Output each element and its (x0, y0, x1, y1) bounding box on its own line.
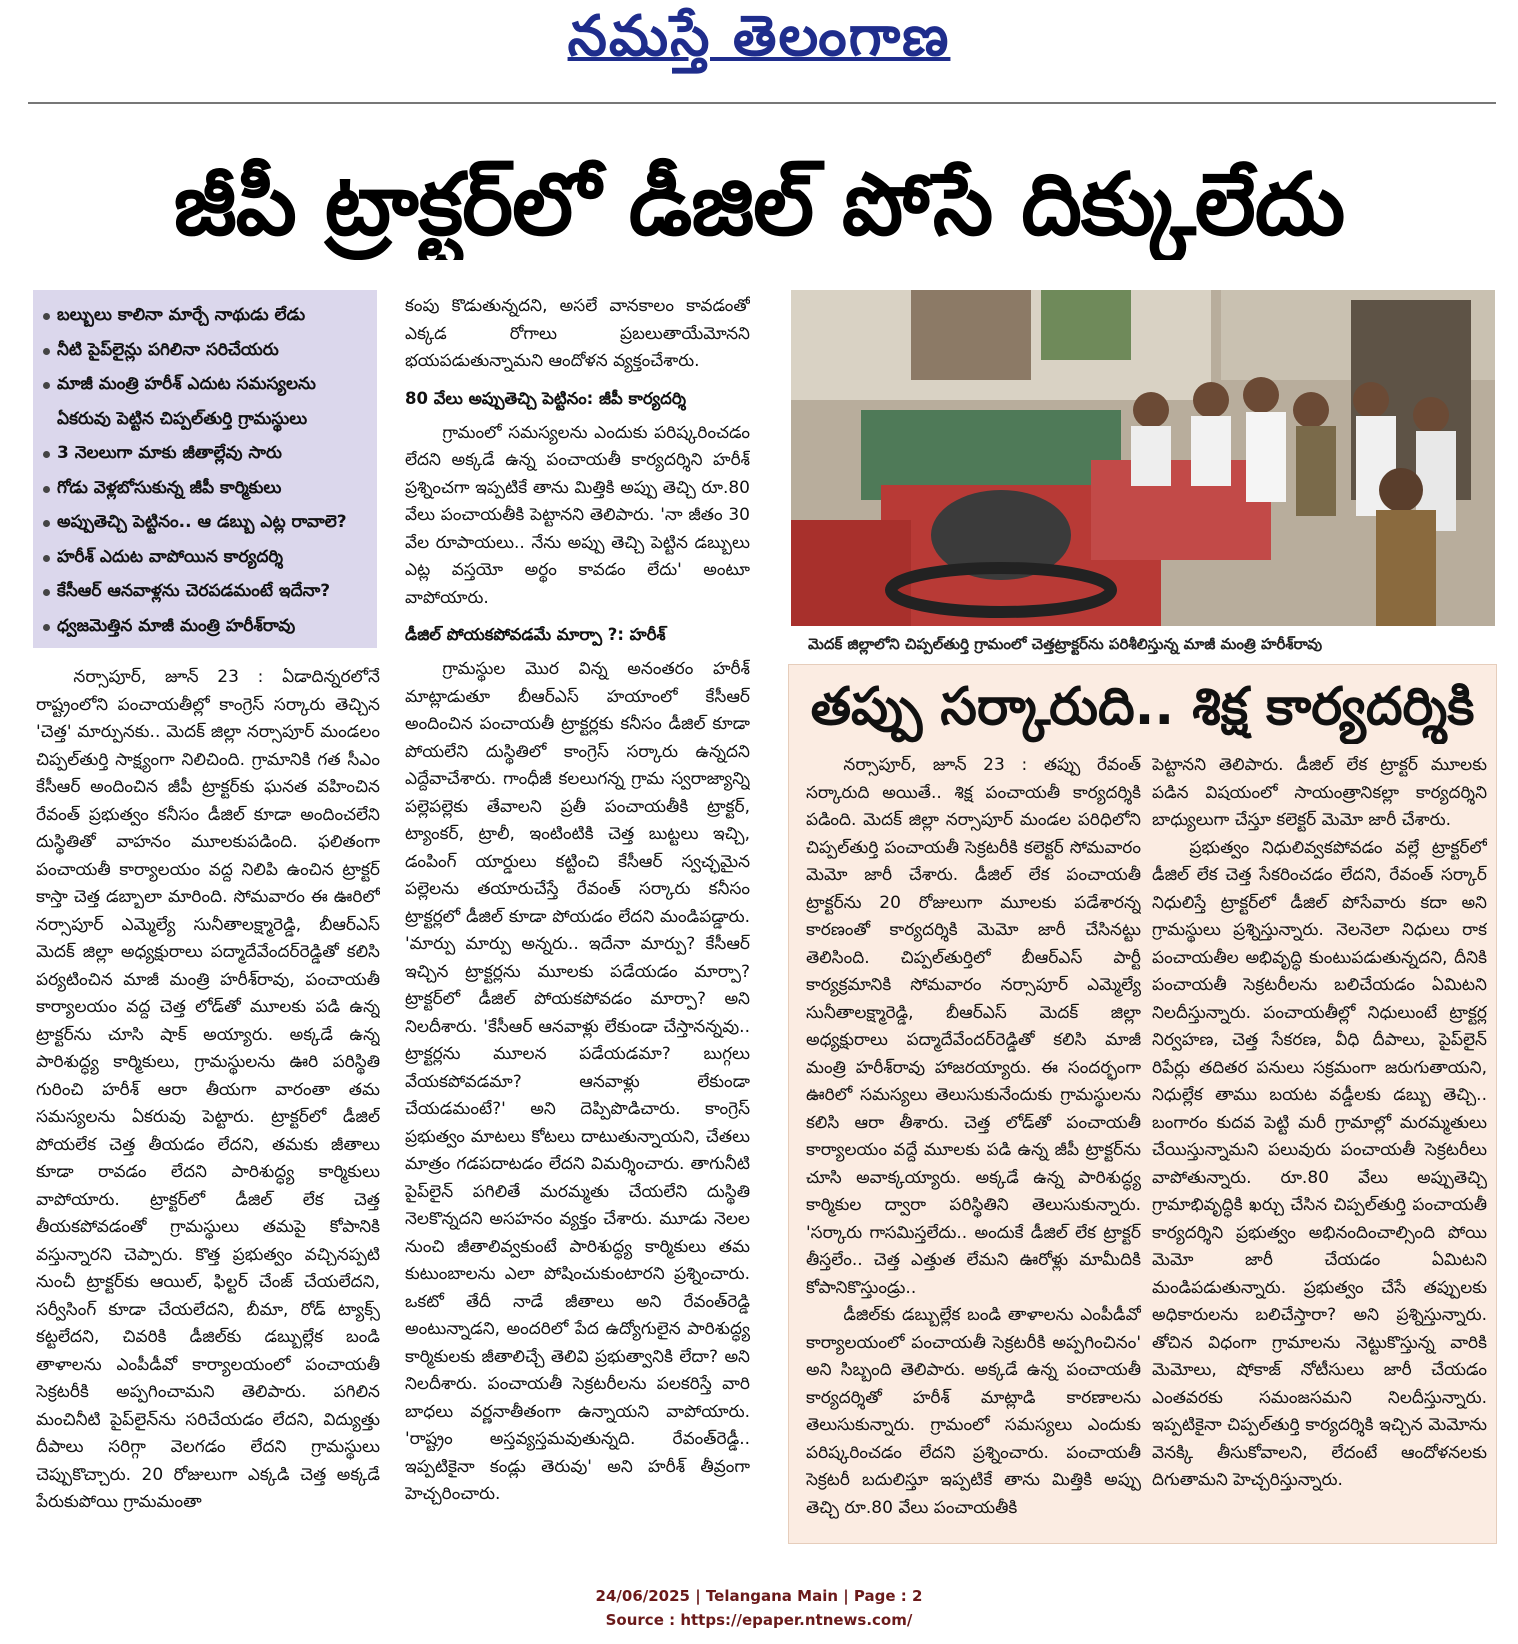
highlight-item: కేసీఆర్ ఆనవాళ్లను చెరపడమంటే ఇదేనా? (39, 574, 371, 609)
article-column-1 (36, 664, 380, 1544)
masthead (0, 0, 1518, 104)
article-paragraph: కంపు కొడుతున్నదని, అసలే వానకాలం కావడంతో ఎక్కడ రోగాలు ప్రబలుతాయేమోనని భయపడుతున్నామని ఆందోళన వ్యక్తంచేశారు. (405, 296, 750, 371)
newspaper-logo: నమస్తే తెలంగాణ (567, 4, 951, 69)
highlight-item: అప్పుతెచ్చి పెట్టినం.. ఆ డబ్బు ఎట్ల రావాలె? (39, 505, 371, 540)
edition-info: 24/06/2025 | Telangana Main | Page : 2 (595, 1587, 923, 1605)
sidebar-headline: తప్పు సర్కారుది.. శిక్ష కార్యదర్శికి (810, 677, 1475, 737)
highlight-item: ధ్వజమెత్తిన మాజీ మంత్రి హరీశ్‌రావు (39, 609, 371, 644)
article-column-2 (405, 293, 750, 1543)
highlights-box (33, 290, 377, 648)
subheading: 80 వేలు అప్పుతెచ్చి పెట్టినం: జీపీ కార్యదర్శి (405, 388, 687, 408)
article-paragraph: డీజిల్‌కు డబ్బుల్లేక బండి తాళాలను ఎంపీడీవో కార్యాలయంలో పంచాయతీ సెక్రటరీకి అప్పగించినం' అని సిబ్బంది తెలిపారు. అక్కడే ఉన్న పంచాయతీ కార్యదర్శితో హరీశ్ మాట్లాడి కారణాలను తెలుసుకున్నారు. గ్రామంలో సమస్యలు ఎందుకు పరిష్కరించడం లేదని ప్రశ్నించారు. పంచాయతీ సెక్రటరీ బదులిస్తూ ఇప్పటికే తాను మిత్తికి అప్పు తెచ్చి రూ.80 వేలు పంచాయతీకి (806, 1305, 1141, 1518)
article-paragraph: గ్రామస్థుల మొర విన్న అనంతరం హరీశ్ మాట్లాడుతూ బీఆర్ఎస్ హయాంలో కేసీఆర్ అందించిన పంచాయతీ ట్రాక్టర్లకు కనీసం డీజిల్ కూడా పోయలేని దుస్థితిలో కాంగ్రెస్ సర్కారు ఉన్నదని ఎద్దేవాచేశారు. గాంధీజీ కలలుగన్న గ్రామ స్వరాజ్యాన్ని పల్లెపల్లెకు తేవాలని ప్రతీ పంచాయతీకి ట్రాక్టర్, ట్యాంకర్, ట్రాలీ, ఇంటింటికి చెత్త బుట్టలు ఇచ్చి, డంపింగ్ యార్డులు కట్టించి కేసీఆర్ స్వచ్ఛమైన పల్లెలను తయారుచేస్తే రేవంత్ సర్కారు కనీసం ట్రాక్టర్లలో డీజిల్ కూడా పోయడం లేదని మండిపడ్డారు. 'మార్పు మార్పు అన్నరు.. ఇదేనా మార్పు? కేసీఆర్ ఇచ్చిన ట్రాక్టర్లను మూలకు పడేయడం మార్పా? ట్రాక్టర్‌లో డీజిల్ పోయకపోవడం మార్పా? అని నిలదీశారు. 'కేసీఆర్ ఆనవాళ్లు లేకుండా చేస్తానన్నవు.. ట్రాక్టర్లను మూలన పడేయడమా? బుగ్గలు వేయకపోవడమా? ఆనవాళ్లు లేకుండా చేయడమంటే?' అని దెప్పిపొడిచారు. కాంగ్రెస్ ప్రభుత్వం మాటలు కోటలు దాటుతున్నాయని, చేతలు మాత్రం గడపదాటడం లేదని విమర్శించారు. తాగునీటి పైప్‌లైన్ పగిలితే మరమ్మతు చేయలేని దుస్థితి నెలకొన్నదని అసహనం వ్యక్తం చేశారు. మూడు నెలల నుంచి జీతాలివ్వకుంటే పారిశుద్ధ్య కార్మికులు తమ కుటుంబాలను ఎలా పోషించుకుంటారని ప్రశ్నించారు. ఒకటో తేదీ నాడే జీతాలు అని రేవంత్‌రెడ్డి అంటున్నాడని, అందరిలో పేద ఉద్యోగులైన పారిశుద్ధ్య కార్మికులకు జీతాలిచ్చే తెలివి ప్రభుత్వానికి లేదా? అని నిలదీశారు. పంచాయతీ సెక్రటరీలను పలకరిస్తే వారి బాధలు వర్ణనాతీతంగా ఉన్నాయని వాపోయారు. 'రాష్ట్రం అస్తవ్యస్తమవుతున్నది. రేవంత్‌రెడ్డీ.. ఇప్పటికైనా కండ్లు తెరువు' అని హరీశ్ తీవ్రంగా హెచ్చరించారు. (405, 659, 750, 1504)
highlight-item: గోడు వెళ్లబోసుకున్న జీపీ కార్మికులు (39, 471, 371, 506)
sidebar-column-left (806, 752, 1141, 1542)
source-link: Source : https://epaper.ntnews.com/ (605, 1611, 913, 1629)
news-photo (791, 290, 1495, 626)
masthead-divider (28, 102, 1496, 104)
highlight-item: మాజీ మంత్రి హరీశ్ ఎదుట సమస్యలను (39, 367, 371, 402)
article-paragraph: నర్సాపూర్, జూన్ 23 : ఏడాదిన్నరలోనే రాష్ట్రంలోని పంచాయతీల్లో కాంగ్రెస్ సర్కారు తెచ్చిన 'చెత్త' మార్పునకు.. మెదక్ జిల్లా నర్సాపూర్ మండలం చిప్పల్‌తుర్తి సాక్ష్యంగా నిలిచింది. గ్రామానికి గత సీఎం కేసీఆర్ అందించిన జీపీ ట్రాక్టర్‌కు ఘనత వహించిన రేవంత్ ప్రభుత్వం కనీసం డీజిల్ కూడా అందించలేని దుస్థితితో వాహనం మూలకుపడింది. ఫలితంగా పంచాయతీ కార్యాలయం వద్ద నిలిపి ఉంచిన ట్రాక్టర్ కాస్తా చెత్త డబ్బాలా మారింది. సోమవారం ఈ ఊరిలో నర్సాపూర్ ఎమ్మెల్యే సునీతాలక్ష్మారెడ్డి, బీఆర్ఎస్ మెదక్ జిల్లా అధ్యక్షురాలు పద్మాదేవేందర్‌రెడ్డితో కలిసి పర్యటించిన మాజీ మంత్రి హరీశ్‌రావు, పంచాయతీ కార్యాలయం వద్ద చెత్త లోడ్‌తో మూలకు పడి ఉన్న ట్రాక్టర్‌ను చూసి షాక్ అయ్యారు. అక్కడే ఉన్న పారిశుద్ధ్య కార్మికులు, గ్రామస్థులను ఊరి పరిస్థితి గురించి హరీశ్ ఆరా తీయగా వారంతా తమ సమస్యలను ఏకరువు పెట్టారు. ట్రాక్టర్‌లో డీజిల్ పోయలేక చెత్త తీయడం లేదని, తమకు జీతాలు కూడా రావడం లేదని పారిశుద్ధ్య కార్మికులు వాపోయారు. ట్రాక్టర్‌లో డీజిల్ లేక చెత్త తీయకపోవడంతో గ్రామస్థులు తమపై కోపానికి వస్తున్నారని చెప్పారు. కొత్త ప్రభుత్వం వచ్చినప్పటి నుంచీ ట్రాక్టర్‌కు ఆయిల్, ఫిల్టర్ చేంజ్ చేయలేదని, సర్వీసింగ్ కూడా చేయలేదని, బీమా, రోడ్ ట్యాక్స్ కట్టలేదని, చివరికి డీజిల్‌కు డబ్బుల్లేక బండి తాళాలను ఎంపీడీవో కార్యాలయంలో పంచాయతీ సెక్రటరీకి అప్పగించామని తెలిపారు. పగిలిన మంచినీటి పైప్‌లైన్‌ను సరిచేయడం లేదని, విద్యుత్తు దీపాలు సరిగ్గా వెలగడం లేదని గ్రామస్థులు చెప్పుకొచ్చారు. 20 రోజులుగా ఎక్కడి చెత్త అక్కడే పేరుకుపోయి గ్రామమంతా (36, 667, 380, 1512)
highlight-item: నీటి పైప్‌లైన్లు పగిలినా సరిచేయరు (39, 333, 371, 368)
article-paragraph: నర్సాపూర్, జూన్ 23 : తప్పు రేవంత్ సర్కారుది అయితే.. శిక్ష పంచాయతీ కార్యదర్శికి పడింది. మెదక్ జిల్లా నర్సాపూర్ మండల పరిధిలోని చిప్పల్‌తుర్తి పంచాయతీ సెక్రటరీకి కలెక్టర్ సోమవారం మెమో జారీ చేశారు. డీజిల్ లేక పంచాయతీ ట్రాక్టర్‌ను 20 రోజులుగా మూలకు పడేశారన్న కారణంతో కార్యదర్శికి మెమో జారీ చేసినట్టు తెలిసింది. చిప్పల్‌తుర్తిలో బీఆర్ఎస్ పార్టీ కార్యక్రమానికి సోమవారం నర్సాపూర్ ఎమ్మెల్యే సునీతాలక్ష్మారెడ్డి, బీఆర్ఎస్ మెదక్ జిల్లా అధ్యక్షురాలు పద్మాదేవేందర్‌రెడ్డితో కలిసి మాజీ మంత్రి హరీశ్‌రావు హాజరయ్యారు. ఈ సందర్భంగా ఊరిలో సమస్యలు తెలుసుకునేందుకు గ్రామస్థులను కలిసి ఆరా తీశారు. చెత్త లోడ్‌తో పంచాయతీ కార్యాలయం వద్దే మూలకు పడి ఉన్న జీపీ ట్రాక్టర్‌ను చూసి అవాక్కయ్యారు. అక్కడే ఉన్న పారిశుద్ధ్య కార్మికుల ద్వారా పరిస్థితిని తెలుసుకున్నారు. 'సర్కారు గాసమిస్తలేదు.. అందుకే డీజిల్ లేక ట్రాక్టర్ తీస్తలేం.. చెత్త ఎత్తుత లేమని ఊరోళ్లు మామీదికి కోపానికొస్తుండ్రు.. (806, 755, 1141, 1298)
sidebar-column-right (1152, 752, 1487, 1542)
highlight-item: బల్బులు కాలినా మార్చే నాథుడు లేడు (39, 298, 371, 333)
highlight-item: హరీశ్ ఎదుట వాపోయిన కార్యదర్శి (39, 540, 371, 575)
subheading: డీజిల్ పోయకపోవడమే మార్పా ?: హరీశ్ (405, 625, 666, 644)
photo-caption: మెదక్ జిల్లాలోని చిప్పల్‌తుర్తి గ్రామంలో చెత్తట్రాక్టర్‌ను పరిశీలిస్తున్న మాజీ మంత్రి హరీశ్‌రావు (808, 635, 1323, 653)
highlight-item: ఏకరువు పెట్టిన చిప్పల్‌తుర్తి గ్రామస్థులు (57, 408, 308, 429)
article-paragraph: ప్రభుత్వం నిధులివ్వకపోవడం వల్లే ట్రాక్టర్‌లో డీజిల్ లేక చెత్త సేకరించడం లేదని, రేవంత్ సర్కార్ నిధులిస్తే ట్రాక్టర్‌లో డీజిల్ పోసేవారు కదా అని గ్రామస్థులు ప్రశ్నిస్తున్నారు. నెలనెలా నిధులు రాక పంచాయతీల అభివృద్ధి కుంటుపడుతున్నదని, దీనికి పంచాయతీ సెక్రటరీలను బలిచేయడం ఏమిటని నిలదీస్తున్నారు. పంచాయతీల్లో నిధులుంటే ట్రాక్టర్ల నిర్వహణ, చెత్త సేకరణ, వీధి దీపాలు, పైప్‌లైన్ రిపేర్లు తదితర పనులు సక్రమంగా జరుగుతాయని, నిధుల్లేక తాము బయట వడ్డీలకు డబ్బు తెచ్చి.. బంగారం కుదవ పెట్టి మరీ గ్రామాల్లో మరమ్మతులు చేయిస్తున్నామని పలువురు పంచాయతీ సెక్రటరీలు వాపోతున్నారు. రూ.80 వేలు అప్పుతెచ్చి గ్రామాభివృద్ధికి ఖర్చు చేసిన చిప్పల్‌తుర్తి పంచాయతీ కార్యదర్శిని ప్రభుత్వం అభినందించాల్సింది పోయి మెమో జారీ చేయడం ఏమిటని మండిపడుతున్నారు. ప్రభుత్వం చేసే తప్పులకు అధికారులను బలిచేస్తారా? అని ప్రశ్నిస్తున్నారు. తోచిన విధంగా గ్రామాలను నెట్టుకొస్తున్న వారికి మెమోలు, షోకాజ్ నోటీసులు జారీ చేయడం ఎంతవరకు సమంజసమని నిలదీస్తున్నారు. ఇప్పటికైనా చిప్పల్‌తుర్తి కార్యదర్శికి ఇచ్చిన మెమోను వెనక్కి తీసుకోవాలని, లేదంటే ఆందోళనలకు దిగుతామని హెచ్చరిస్తున్నారు. (1152, 837, 1487, 1490)
article-paragraph: పెట్టానని తెలిపారు. డీజిల్ లేక ట్రాక్టర్ మూలకు పడిన విషయంలో సాయంత్రానికల్లా కార్యదర్శిని బాధ్యులుగా చేస్తూ కలెక్టర్ మెమో జారీ చేశారు. (1152, 755, 1487, 830)
highlight-item: 3 నెలలుగా మాకు జీతాల్లేవు సారు (39, 436, 371, 471)
tractor-photo-illustration (791, 290, 1495, 626)
main-headline: జీపీ ట్రాక్టర్‌లో డీజిల్ పోసే దిక్కులేదు (173, 155, 1345, 255)
article-paragraph: గ్రామంలో సమస్యలను ఎందుకు పరిష్కరించడం లేదని అక్కడే ఉన్న పంచాయతీ కార్యదర్శిని హరీశ్ ప్రశ్నించగా ఇప్పటికే తాను మిత్తికి అప్పు తెచ్చి రూ.80 వేలు పంచాయతీకి పెట్టానని తెలిపారు. 'నా జీతం 30 వేల రూపాయలు.. నేను అప్పు తెచ్చి పెట్టిన డబ్బులు ఎట్ల వస్తయో అర్థం కావడం లేదు' అంటూ వాపోయారు. (405, 422, 750, 608)
